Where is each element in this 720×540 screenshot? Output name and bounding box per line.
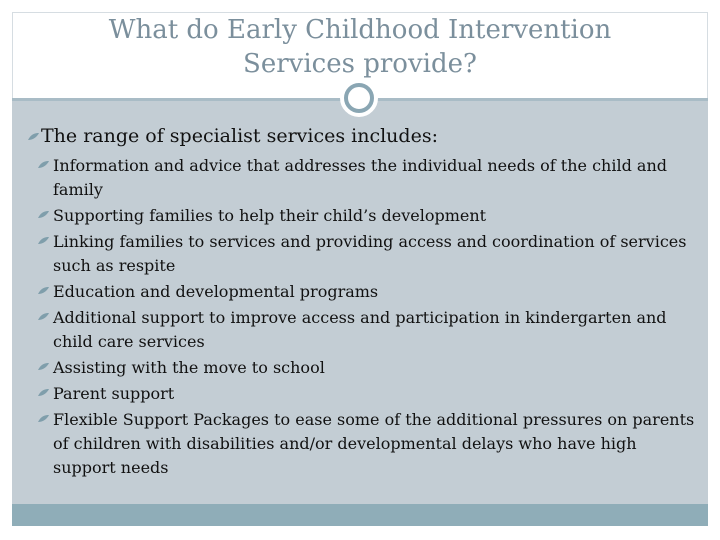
leaf-bullet-icon [38,161,49,169]
footer-bar [12,504,708,526]
bullet-text: Education and developmental programs [53,282,379,301]
intro-text [28,124,688,148]
bullet-text: Assisting with the move to school [53,358,325,377]
bullet-item [38,280,698,304]
bullet-item [38,306,698,354]
bullet-list [38,154,698,482]
leaf-bullet-icon [38,415,49,423]
title-line-2: Services provide? [243,49,477,79]
leaf-bullet-icon [38,363,49,371]
leaf-bullet-icon [38,313,49,321]
bullet-text: Flexible Support Packages to ease some of the additional pressures on parents of children with disabilities and/or developmental delays who have high support needs [53,410,695,477]
leaf-bullet-icon [38,211,49,219]
bullet-text: Parent support [53,384,175,403]
leaf-bullet-icon [38,287,49,295]
circle-ornament-icon [340,79,378,117]
bullet-text: Additional support to improve access and participation in kindergarten and child care services [53,308,667,351]
bullet-item [38,204,698,228]
bullet-text: Linking families to services and providing access and coordination of services such as respite [53,232,687,275]
bullet-item [38,154,698,202]
bullet-item [38,382,698,406]
bullet-item [38,408,698,480]
leaf-bullet-icon [38,389,49,397]
leaf-bullet-icon [38,237,49,245]
intro-label: The range of specialist services includes: [41,125,438,147]
bullet-text: Information and advice that addresses the individual needs of the child and family [53,156,667,199]
bullet-text: Supporting families to help their child’s development [53,206,487,225]
bullet-item [38,230,698,278]
title-line-1: What do Early Childhood Intervention [108,15,612,45]
leaf-bullet-icon [28,133,39,141]
bullet-item [38,356,698,380]
slide-title [13,13,707,81]
